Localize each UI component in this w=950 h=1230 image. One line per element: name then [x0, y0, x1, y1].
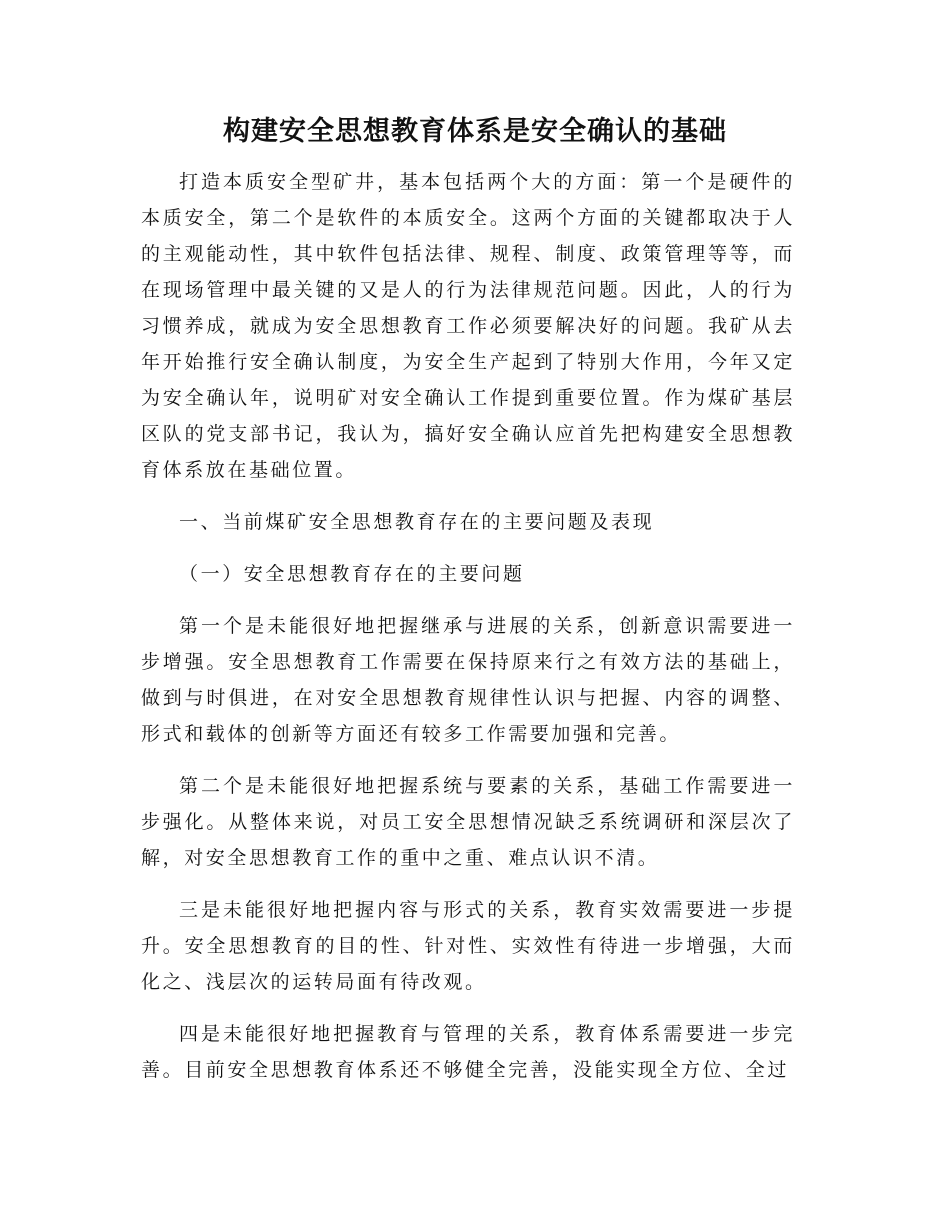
paragraph-issue-4: 四是未能很好地把握教育与管理的关系，教育体系需要进一步完善。目前安全思想教育体系还不够健全完善，没能实现全方位、全过: [141, 1023, 795, 1081]
paragraph-issue-3: 三是未能很好地把握内容与形式的关系，教育实效需要进一步提升。安全思想教育的目的性、针对性、实效性有待进一步增强，大而化之、浅层次的运转局面有待改观。: [141, 899, 795, 993]
document-body: [141, 164, 795, 1104]
paragraph-issue-1: 第一个是未能很好地把握继承与进展的关系，创新意识需要进一步增强。安全思想教育工作需要在保持原来行之有效方法的基础上，做到与时俱进，在对安全思想教育规律性认识与把握、内容的调整、形式和载体的创新等方面还有较多工作需要加强和完善。: [141, 615, 795, 745]
document-title: 构建安全思想教育体系是安全确认的基础: [223, 116, 727, 147]
paragraph-intro: 打造本质安全型矿井，基本包括两个大的方面：第一个是硬件的本质安全，第二个是软件的本质安全。这两个方面的关键都取决于人的主观能动性，其中软件包括法律、规程、制度、政策管理等等，而在现场管理中最关键的又是人的行为法律规范问题。因此，人的行为习惯养成，就成为安全思想教育工作必须要解决好的问题。我矿从去年开始推行安全确认制度，为安全生产起到了特别大作用，今年又定为安全确认年，说明矿对安全确认工作提到重要位置。作为煤矿基层区队的党支部书记，我认为，搞好安全确认应首先把构建安全思想教育体系放在基础位置。: [141, 171, 795, 481]
paragraph-issue-2: 第二个是未能很好地把握系统与要素的关系，基础工作需要进一步强化。从整体来说，对员工安全思想情况缺乏系统调研和深层次了解，对安全思想教育工作的重中之重、难点认识不清。: [141, 775, 795, 869]
section-heading-1: 一、当前煤矿安全思想教育存在的主要问题及表现: [179, 511, 655, 533]
subsection-heading-1: （一）安全思想教育存在的主要问题: [179, 563, 525, 585]
